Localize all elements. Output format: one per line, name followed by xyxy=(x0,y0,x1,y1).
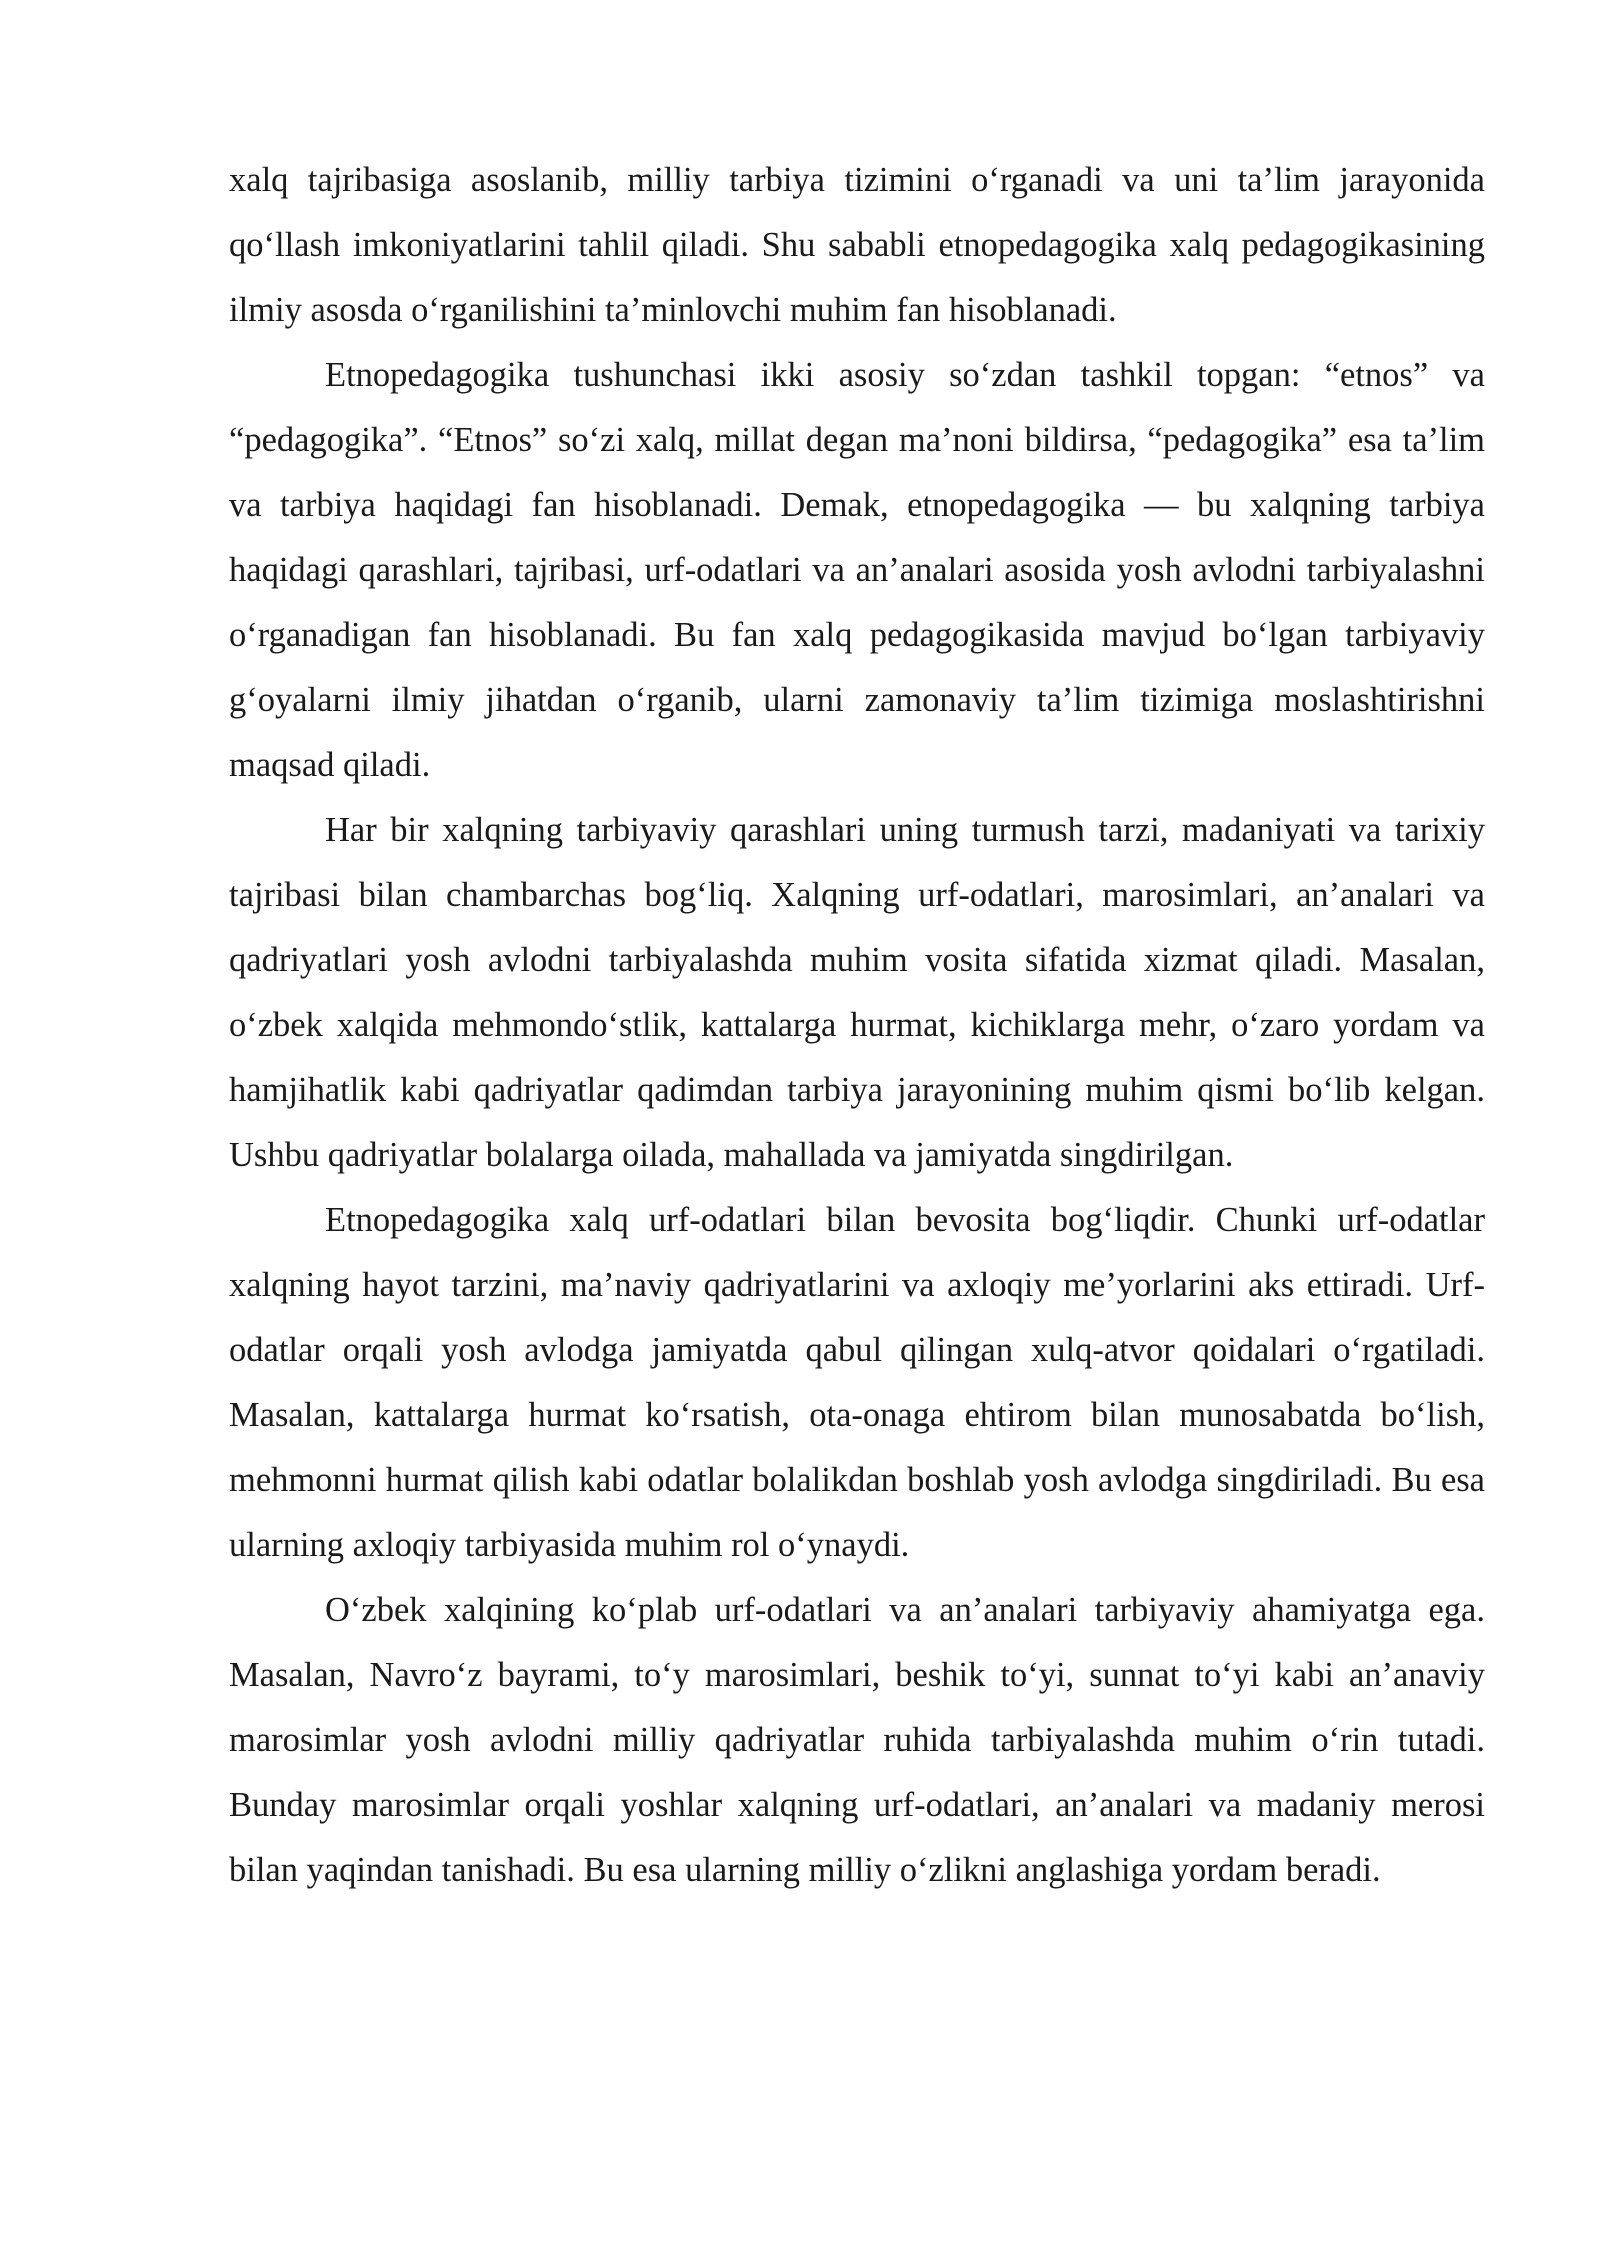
paragraph-continuation: xalq tajribasiga asoslanib, milliy tarbiya tizimini o‘rganadi va uni ta’lim jarayonida qo‘llash imkoniyatlarini tahlil qiladi. Shu sababli etnopedagogika xalq pedagogikasining ilmiy asosda o‘rganilishini ta’minlovchi muhim fan hisoblanadi. xyxy=(229,161,1485,329)
paragraph-uzbek-traditions: O‘zbek xalqining ko‘plab urf-odatlari va an’analari tarbiyaviy ahamiyatga ega. Masalan, Navro‘z bayrami, to‘y marosimlari, beshik to‘yi, sunnat to‘yi kabi an’anaviy marosimlar yosh avlodni milliy qadriyatlar ruhida tarbiyalashda muhim o‘rin tutadi. Bunday marosimlar orqali yoshlar xalqning urf-odatlari, an’analari va madaniy merosi bilan yaqindan tanishadi. Bu esa ularning milliy o‘zlikni anglashiga yordam beradi. xyxy=(229,1591,1485,1889)
paragraph-urf-odatlar: Etnopedagogika xalq urf-odatlari bilan bevosita bog‘liqdir. Chunki urf-odatlar xalqning hayot tarzini, ma’naviy qadriyatlarini va axloqiy me’yorlarini aks ettiradi. Urf-odatlar orqali yosh avlodga jamiyatda qabul qilingan xulq-atvor qoidalari o‘rgatiladi. Masalan, kattalarga hurmat ko‘rsatish, ota-onaga ehtirom bilan munosabatda bo‘lish, mehmonni hurmat qilish kabi odatlar bolalikdan boshlab yosh avlodga singdiriladi. Bu esa ularning axloqiy tarbiyasida muhim rol o‘ynaydi. xyxy=(229,1201,1485,1564)
paragraph-tarbiyaviy-qarashlar: Har bir xalqning tarbiyaviy qarashlari uning turmush tarzi, madaniyati va tarixiy tajribasi bilan chambarchas bog‘liq. Xalqning urf-odatlari, marosimlari, an’analari va qadriyatlari yosh avlodni tarbiyalashda muhim vosita sifatida xizmat qiladi. Masalan, o‘zbek xalqida mehmondo‘stlik, kattalarga hurmat, kichiklarga mehr, o‘zaro yordam va hamjihatlik kabi qadriyatlar qadimdan tarbiya jarayonining muhim qismi bo‘lib kelgan. Ushbu qadriyatlar bolalarga oilada, mahallada va jamiyatda singdirilgan. xyxy=(229,811,1485,1174)
paragraph-etnopedagogika-definition: Etnopedagogika tushunchasi ikki asosiy so‘zdan tashkil topgan: “etnos” va “pedagogika”. “Etnos” so‘zi xalq, millat degan ma’noni bildirsa, “pedagogika” esa ta’lim va tarbiya haqidagi fan hisoblanadi. Demak, etnopedagogika — bu xalqning tarbiya haqidagi qarashlari, tajribasi, urf-odatlari va an’analari asosida yosh avlodni tarbiyalashni o‘rganadigan fan hisoblanadi. Bu fan xalq pedagogikasida mavjud bo‘lgan tarbiyaviy g‘oyalarni ilmiy jihatdan o‘rganib, ularni zamonaviy ta’lim tizimiga moslashtirishni maqsad qiladi. xyxy=(229,356,1485,784)
document-body xyxy=(229,148,1485,1903)
